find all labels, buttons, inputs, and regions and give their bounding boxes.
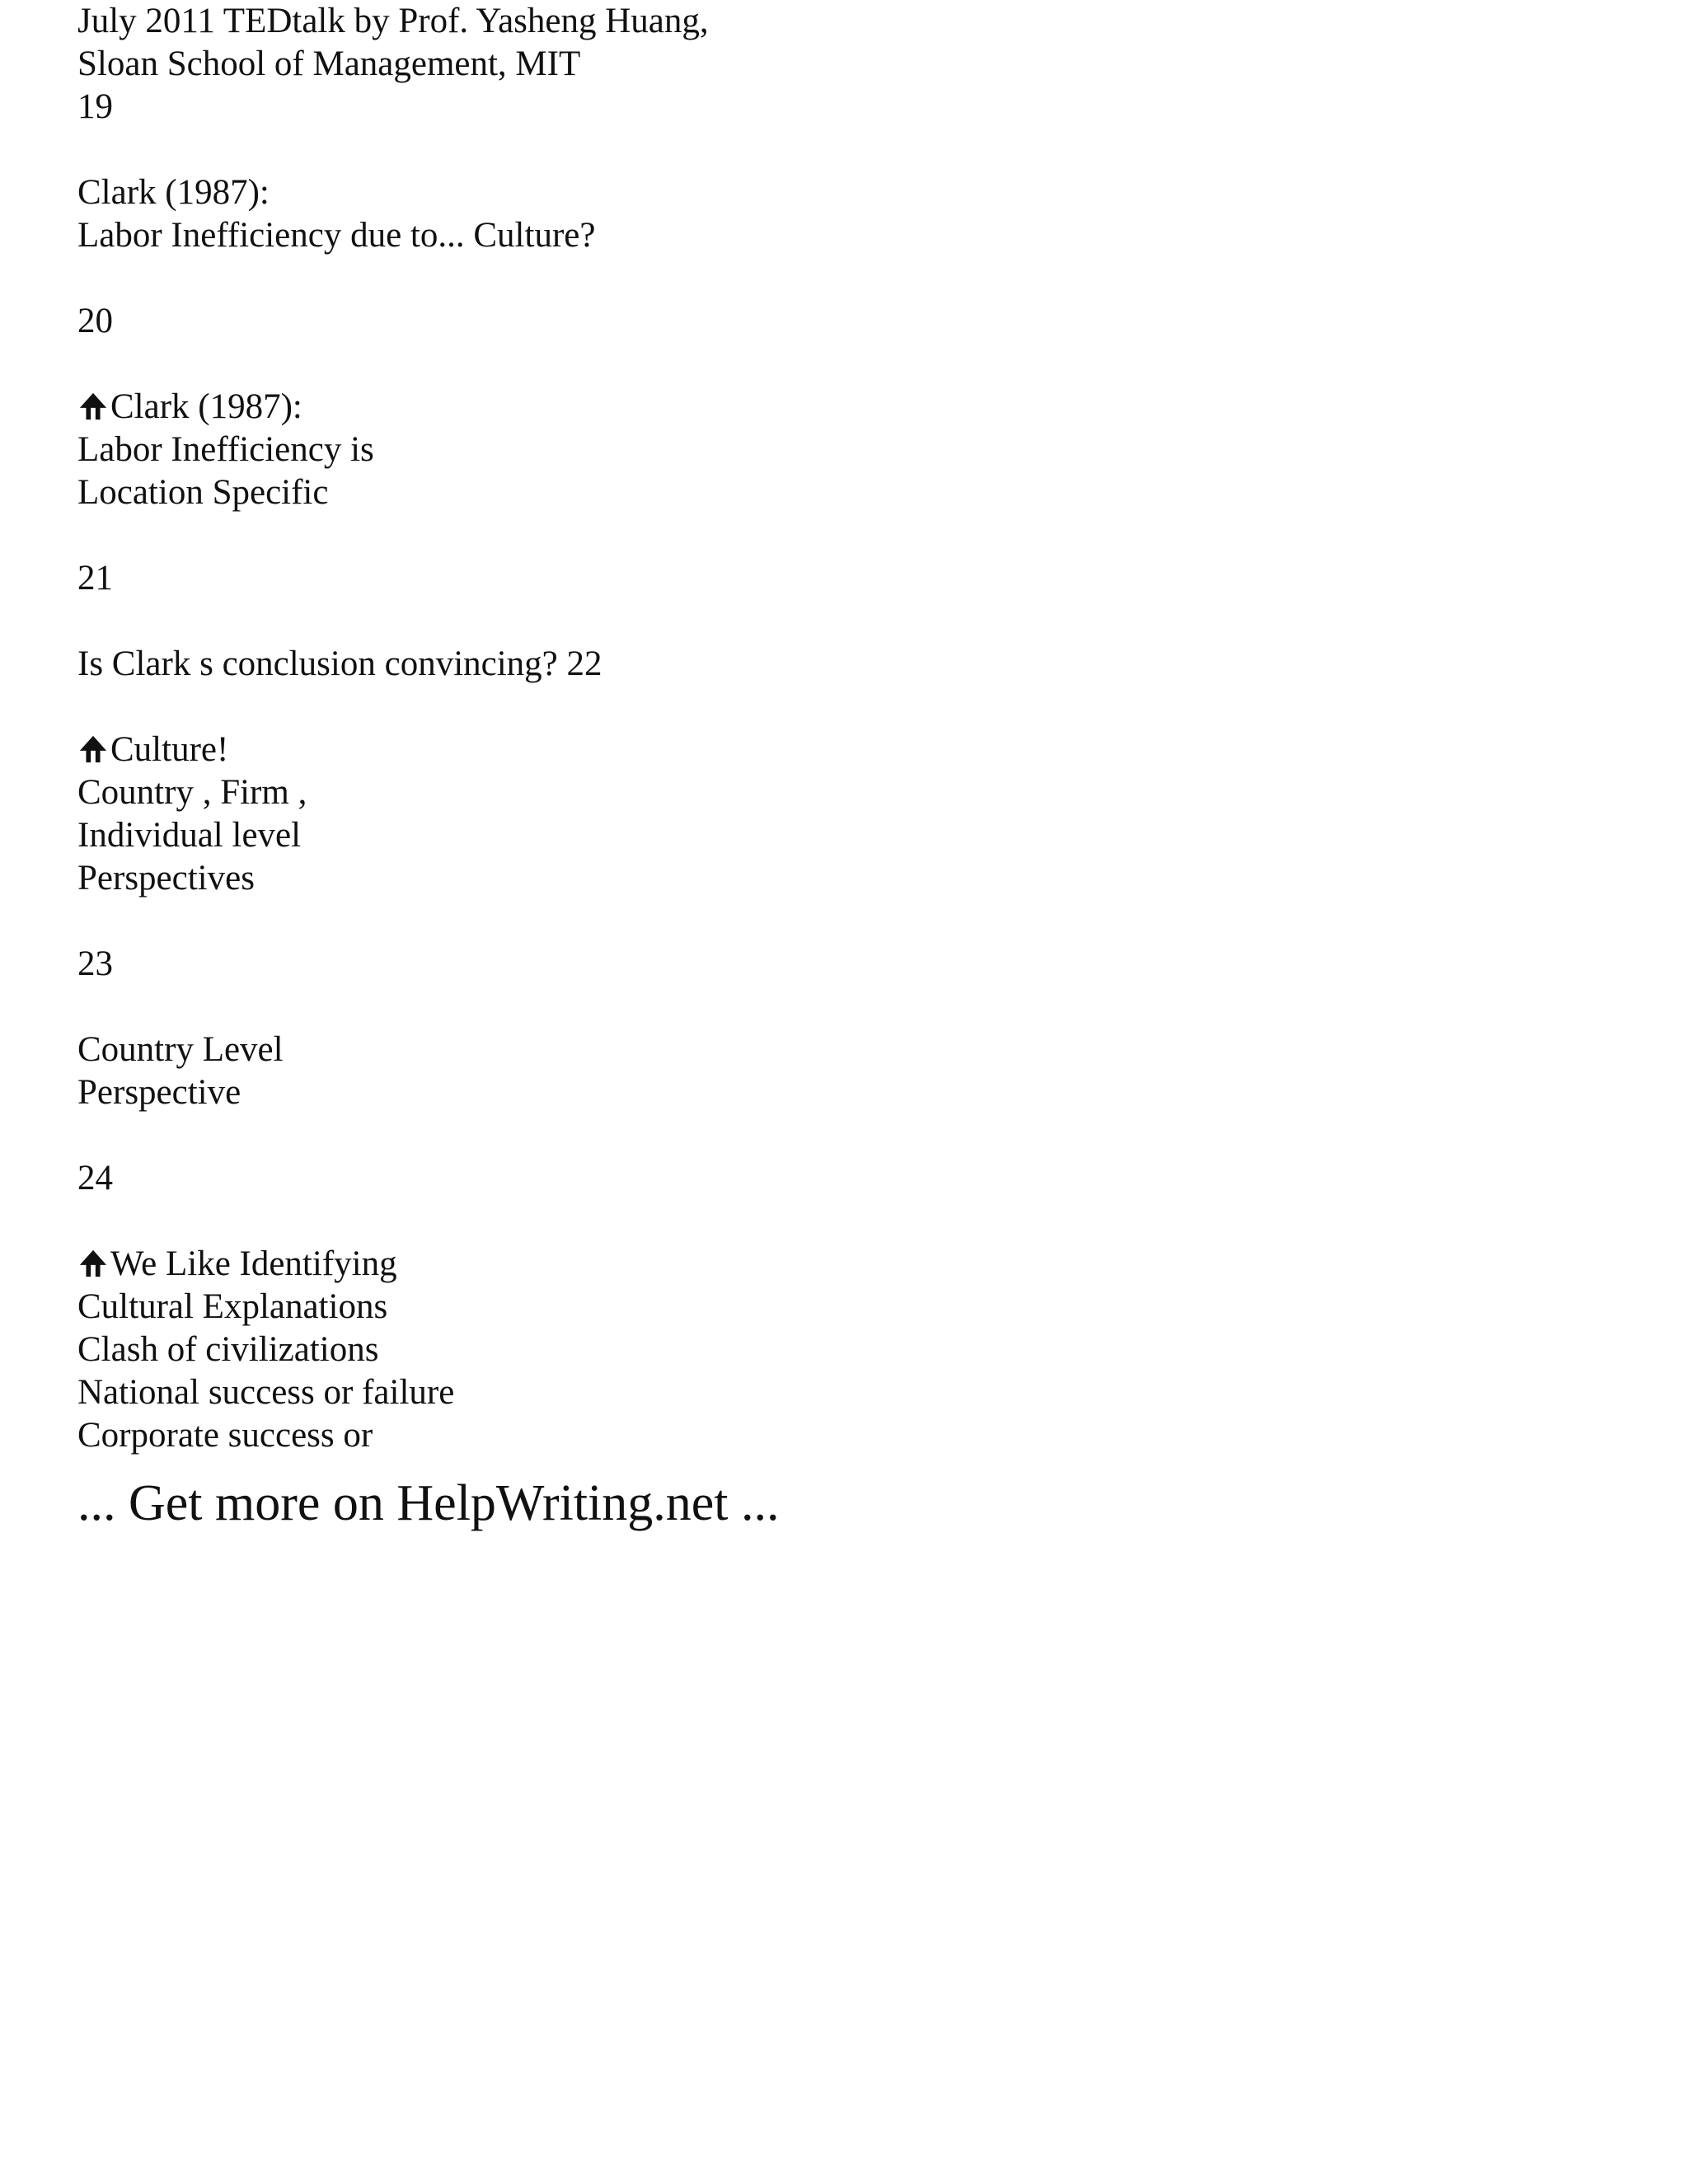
slide-title-row [77, 386, 1643, 429]
page-number: 23 [77, 944, 113, 983]
slide-title-row [77, 729, 1643, 771]
spacer [77, 600, 1643, 643]
spacer [77, 514, 1643, 557]
slide-text: Labor Inefficiency is [77, 430, 374, 469]
get-more-link[interactable]: ... Get more on HelpWriting.net ... [77, 1475, 780, 1531]
spacer [77, 686, 1643, 729]
slide-title: Clark (1987): [77, 173, 270, 212]
slide-text: Corporate success or [77, 1416, 373, 1455]
slide-text: National success or failure [77, 1373, 455, 1412]
slide-text: Clash of civilizations [77, 1330, 379, 1369]
slide-question: Is Clark s conclusion convincing? 22 [77, 644, 603, 683]
slide-text: Individual level [77, 816, 302, 855]
spacer [77, 129, 1643, 171]
page-number: 20 [77, 302, 113, 340]
slide-title: We Like Identifying [110, 1244, 397, 1283]
slide-text: Location Specific [77, 473, 329, 512]
page-number: 24 [77, 1159, 113, 1197]
spacer [77, 986, 1643, 1029]
document-body [77, 0, 1643, 1535]
talk-affiliation-line: Sloan School of Management, MIT [77, 45, 581, 83]
spacer [77, 1200, 1643, 1243]
arrow-up-icon [77, 391, 109, 422]
slide-text: Perspectives [77, 859, 255, 898]
slide-title-row [77, 1243, 1643, 1286]
slide-title: Country Level [77, 1030, 284, 1069]
spacer [77, 900, 1643, 943]
page-number: 21 [77, 559, 113, 598]
slide-text: Labor Inefficiency due to... Culture? [77, 216, 596, 255]
slide-text: Perspective [77, 1073, 241, 1112]
slide-text: Cultural Explanations [77, 1287, 388, 1326]
slide-title: Culture! [110, 730, 229, 769]
slide-text: Country , Firm , [77, 773, 307, 812]
spacer [77, 343, 1643, 386]
page-number: 19 [77, 87, 113, 126]
spacer [77, 1114, 1643, 1157]
spacer [77, 257, 1643, 300]
slide-title: Clark (1987): [110, 387, 302, 426]
arrow-up-icon [77, 1248, 109, 1279]
talk-title-line: July 2011 TEDtalk by Prof. Yasheng Huang, [77, 2, 709, 40]
arrow-up-icon [77, 733, 109, 765]
